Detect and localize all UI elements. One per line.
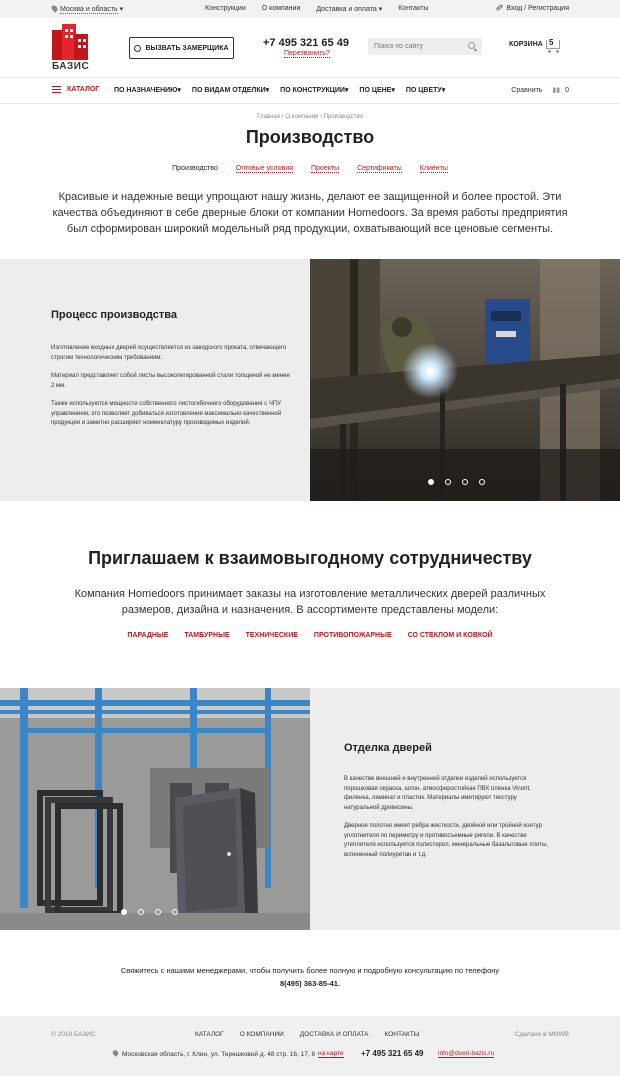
cart-wheel <box>548 50 551 53</box>
menu-item-color[interactable] <box>406 86 445 94</box>
search-icon[interactable] <box>468 42 475 49</box>
slider-dots <box>428 479 485 485</box>
search-input[interactable] <box>374 41 464 52</box>
door-type-link[interactable]: ТАМБУРНЫЕ <box>184 632 230 639</box>
logo-window <box>83 45 86 48</box>
top-nav-delivery-label: Доставка и оплата <box>316 6 377 13</box>
key-icon <box>496 4 503 11</box>
top-nav-about[interactable]: О компании <box>261 5 301 12</box>
process-section <box>0 259 620 501</box>
call-measurer-label: ВЫЗВАТЬ ЗАМЕРЩИКА <box>145 44 229 52</box>
compare-count: 0 <box>565 87 569 94</box>
footer-email[interactable]: info@dveri-bazis.ru <box>438 1050 495 1057</box>
map-link[interactable]: на карте <box>318 1050 344 1057</box>
slider-dot[interactable] <box>462 479 468 485</box>
breadcrumb[interactable]: Главная › О компании › Производство <box>257 114 363 120</box>
footer-nav <box>195 1031 420 1038</box>
page-title: Производство <box>245 127 375 147</box>
menu-item-label: ПО ЦЕНЕ <box>359 87 392 94</box>
logo-text: БАЗИС <box>52 61 90 72</box>
menu-item-label: ПО ВИДАМ ОТДЕЛКИ <box>191 87 266 94</box>
slider-dot[interactable] <box>121 909 127 915</box>
top-nav-contacts[interactable]: Контакты <box>398 5 429 12</box>
logo-window <box>65 35 68 38</box>
tab-clients[interactable]: Клиенты <box>419 165 448 172</box>
intro-text: Красивые и надежные вещи упрощают нашу жизнь, делают ее защищенной и более простой. Эти качества объединяют в себе дверные блоки от компании Homedoors. За время работы предприятия был сформирован широкий модельный ряд продукции, охватывающий все ценовые сегменты. <box>52 191 568 235</box>
footer-address <box>113 1050 315 1058</box>
cart-count: 5 <box>549 38 554 47</box>
chevron-down-icon: ▾ <box>391 87 395 94</box>
compare-label: Сравнить <box>511 87 543 94</box>
footer-nav-about[interactable]: О КОМПАНИИ <box>239 1031 284 1038</box>
finishing-title: Отделка дверей <box>344 742 432 754</box>
finishing-paragraph: В качестве внешней и внутренней отделки изделий используется порошковая окраска, шпон, атмосферостойкая ПВХ пленка Vinorit, филенка, ламинат и пластик. Материалы имитируют текстуру натуральной древесины. <box>344 776 531 811</box>
footer-phone[interactable]: +7 495 321 65 49 <box>361 1049 424 1058</box>
process-paragraph: Изготовление входных дверей осуществляется из заводского проката, отвечающего строгим технологическим требованиям. <box>51 345 287 361</box>
catalog-button[interactable] <box>52 86 99 93</box>
menu-items <box>114 86 445 94</box>
cart-label[interactable]: КОРЗИНА <box>509 41 543 48</box>
location-pin-icon <box>50 4 58 12</box>
catalog-label: КАТАЛОГ <box>67 86 100 93</box>
welding-photo[interactable] <box>310 259 620 501</box>
tab-wholesale[interactable]: Оптовые условия <box>235 165 294 172</box>
slider-dots <box>121 909 178 915</box>
chevron-down-icon: ▾ <box>378 6 383 13</box>
slider-dot[interactable] <box>172 909 178 915</box>
slider-dot[interactable] <box>479 479 485 485</box>
logo-window <box>78 45 81 48</box>
menu-item-label: ПО КОНСТРУКЦИИ <box>280 87 345 94</box>
menu-item-label: ПО ЦВЕТУ <box>405 87 442 94</box>
footer-nav-contacts[interactable]: КОНТАКТЫ <box>384 1031 420 1038</box>
logo-window <box>70 29 73 32</box>
hamburger-icon <box>52 86 61 93</box>
footer <box>0 1016 620 1076</box>
slider-dot[interactable] <box>428 479 434 485</box>
top-nav <box>205 5 428 13</box>
contact-cta <box>0 964 620 990</box>
process-title: Процесс производства <box>51 309 177 321</box>
process-paragraph: Также используются мощности собственного листогибочного оборудования с ЧПУ управлением, это позволяет добиваться изготовления максимально качественной продукции и заметно расширяет номенклатуру производимых изделий. <box>51 401 282 426</box>
address-text: Московская область, г. Клин, ул. Терешковой д. 48 стр. 16, 17, 8 <box>122 1051 316 1058</box>
door-type-link[interactable]: ПАРАДНЫЕ <box>127 632 169 639</box>
logo-window <box>78 39 81 42</box>
slider-dot[interactable] <box>155 909 161 915</box>
door-types <box>0 632 620 639</box>
main-menu <box>0 77 620 104</box>
welding-illustration <box>310 259 620 501</box>
logo[interactable] <box>52 24 94 72</box>
cooperation-text: Компания Homedoors принимает заказы на изготовление металлических дверей различных размеров, дизайна и назначения. В ассортименте представлены модели: <box>74 588 546 616</box>
door-type-link[interactable]: ТЕХНИЧЕСКИЕ <box>245 632 298 639</box>
search-box <box>368 38 482 55</box>
login-link[interactable] <box>496 5 569 12</box>
callback-link[interactable]: Перезвонить? <box>284 50 330 57</box>
contact-phone[interactable]: 8(495) 363-85-41. <box>279 979 341 988</box>
chevron-down-icon: ▾ <box>177 87 181 94</box>
logo-window <box>83 39 86 42</box>
top-nav-constructions[interactable]: Конструкции <box>205 5 246 12</box>
logo-window <box>70 35 73 38</box>
cart-icon[interactable] <box>544 38 564 54</box>
logo-window <box>65 29 68 32</box>
chevron-down-icon: ▾ <box>119 6 124 13</box>
tab-production[interactable]: Производство <box>172 165 218 172</box>
finishing-section <box>0 688 620 930</box>
copyright: © 2019 БАЗИС <box>51 1031 96 1038</box>
developer-credit[interactable]: Сделано в MNWB <box>514 1031 569 1038</box>
footer-nav-catalog[interactable]: КАТАЛОГ <box>195 1031 224 1038</box>
sub-tabs <box>0 165 620 173</box>
top-bar <box>0 0 620 18</box>
compare-link[interactable] <box>511 86 569 94</box>
finishing-paragraph: Дверное полотно имеет ребра жесткости, двойной или тройной контур уплотнителя по периметру и противосъемные ригели. В качестве утеплителя используется полистирол, минеральные базальтовые плиты, вспененный полиуретан и т.д. <box>344 823 549 858</box>
menu-item-finish[interactable] <box>192 86 269 94</box>
door-type-link[interactable]: СО СТЕКЛОМ И КОВКОЙ <box>407 632 493 639</box>
chevron-down-icon: ▾ <box>265 87 270 94</box>
city-selector[interactable] <box>52 5 123 13</box>
process-text <box>51 344 291 438</box>
tab-certificates[interactable]: Сертификаты <box>357 165 402 172</box>
menu-item-purpose[interactable] <box>114 86 181 94</box>
contact-text: Свяжитесь с нашими менеджерами, чтобы получить более полную и подробную консультацию по телефону <box>120 966 500 975</box>
key-icon <box>134 45 141 52</box>
call-measurer-button[interactable] <box>129 37 234 59</box>
tab-projects[interactable]: Проекты <box>311 165 340 172</box>
menu-item-price[interactable] <box>359 86 394 94</box>
door-type-link[interactable]: ПРОТИВОПОЖАРНЫЕ <box>313 632 392 639</box>
menu-item-label: ПО НАЗНАЧЕНИЮ <box>114 87 178 94</box>
top-nav-delivery[interactable] <box>316 5 382 13</box>
footer-nav-delivery[interactable]: ДОСТАВКА И ОПЛАТА <box>299 1031 369 1038</box>
process-paragraph: Материал представляет собой листы высоколегированной стали толщиной не менее 2 мм. <box>51 373 290 389</box>
chevron-down-icon: ▾ <box>441 87 446 94</box>
doors-illustration <box>0 688 310 930</box>
chevron-down-icon: ▾ <box>344 87 349 94</box>
location-pin-icon <box>112 1049 120 1057</box>
finishing-text <box>344 775 554 869</box>
slider-dot[interactable] <box>138 909 144 915</box>
city-label: Москва и область <box>60 6 118 13</box>
doors-photo[interactable] <box>0 688 310 930</box>
login-label: Вход / Регистрация <box>506 5 569 12</box>
slider-dot[interactable] <box>445 479 451 485</box>
bar-chart-icon: ▮▮ <box>552 87 561 94</box>
header-phone[interactable]: +7 495 321 65 49 <box>263 37 349 49</box>
cart-wheel <box>556 50 559 53</box>
menu-item-construction[interactable] <box>280 86 348 94</box>
cooperation-title: Приглашаем к взаимовыгодному сотрудничеству <box>88 548 532 568</box>
